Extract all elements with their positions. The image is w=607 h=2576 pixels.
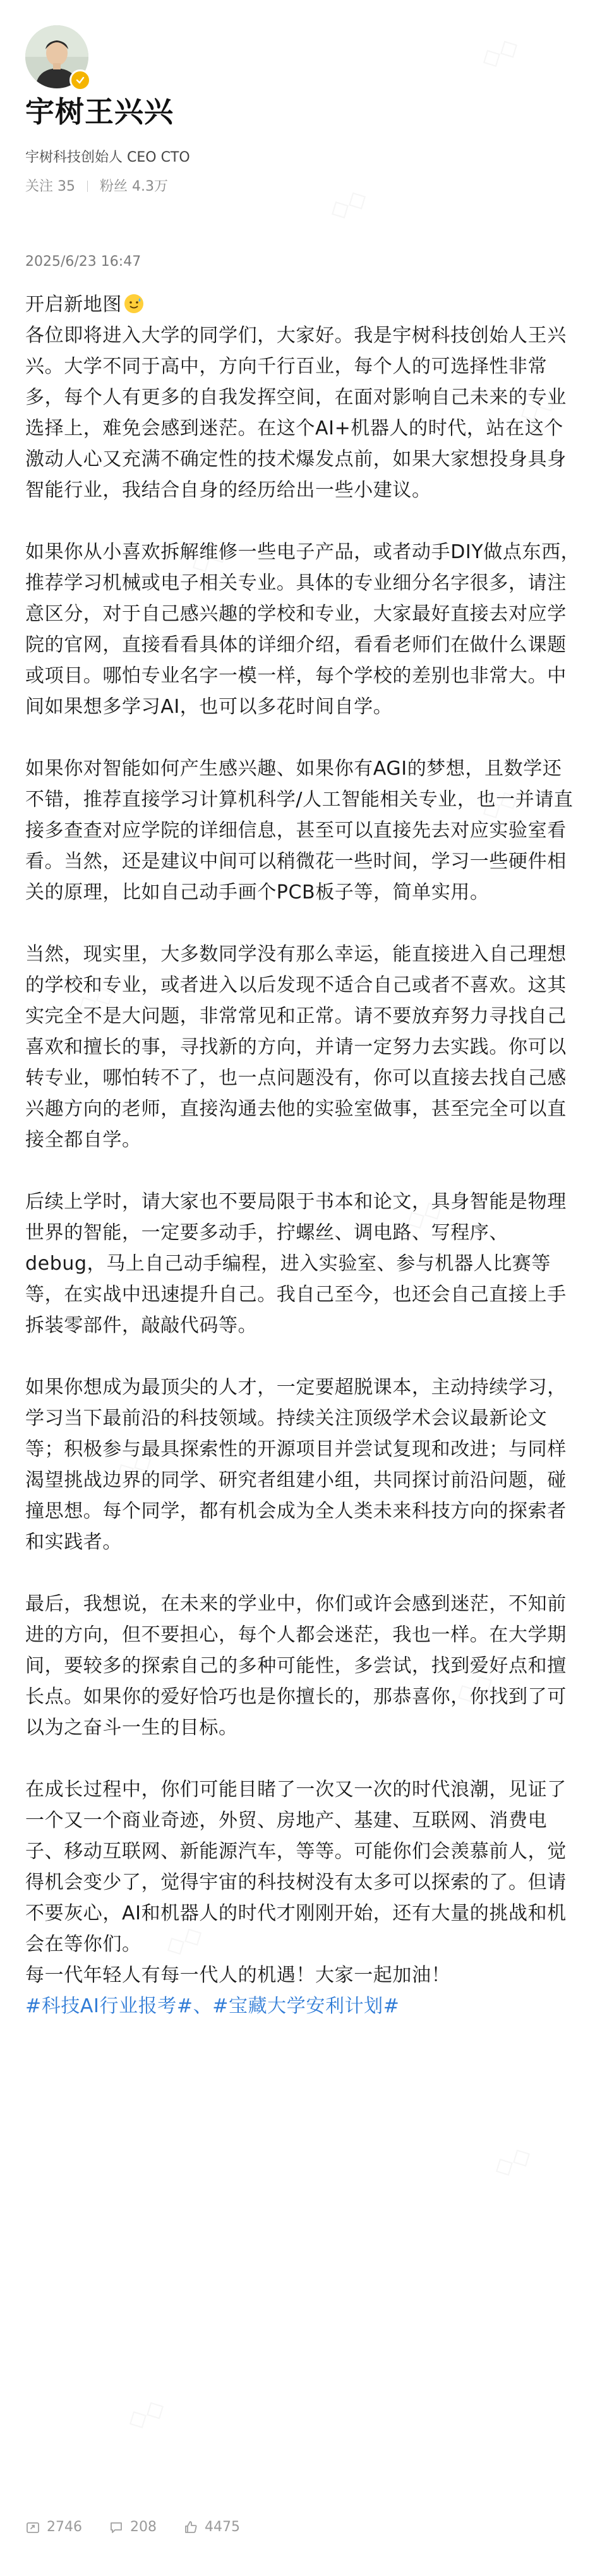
thumbs-up-icon bbox=[183, 2520, 198, 2535]
comment-icon bbox=[109, 2520, 124, 2535]
paragraph: 如果你想成为最顶尖的人才，一定要超脱课本，主动持续学习，学习当下最前沿的科技领域。持续关注顶级学术会议最新论文等；积极参与最具探索性的开源项目并尝试复现和改进；与同样渴望挑战边界的同学、研究者组建小组，共同探讨前沿问题，碰撞思想。每个同学，都有机会成为全人类未来科技方向的探索者和实践者。 bbox=[25, 1376, 567, 1553]
fans-count[interactable]: 4.3万 bbox=[132, 179, 169, 194]
post-actions bbox=[25, 2519, 240, 2535]
profile-stats bbox=[25, 176, 168, 195]
verified-badge-icon bbox=[69, 69, 91, 91]
post-title-line bbox=[25, 289, 581, 320]
share-count: 2746 bbox=[47, 2519, 82, 2535]
hashtag-links[interactable]: #科技AI行业报考#、#宝藏大学安利计划# bbox=[25, 1995, 400, 2017]
stats-divider bbox=[87, 181, 88, 192]
watermark-mark bbox=[488, 2139, 536, 2183]
watermark-mark bbox=[324, 182, 372, 226]
paragraph: 如果你对智能如何产生感兴趣、如果你有AGI的梦想，且数学还不错，推荐直接学习计算机科学/人工智能相关专业，也一并请直接多查查对应学院的详细信息，甚至可以直接先去对应实验室看看。当然，还是建议中间可以稍微花一些时间，学习一些硬件相关的原理，比如自己动手画个PCB板子等，简单实用。 bbox=[25, 758, 574, 903]
paragraph: 各位即将进入大学的同学们，大家好。我是宇树科技创始人王兴兴。大学不同于高中，方向千行百业，每个人的可选择性非常多，每个人有更多的自我发挥空间，在面对影响自己未来的专业选择上，难免会感到迷茫。在这个AI+机器人的时代，站在这个激动人心又充满不确定性的技术爆发点前，如果大家想投身具身智能行业，我结合自身的经历给出一些小建议。 bbox=[25, 325, 567, 501]
profile-bio: 宇树科技创始人 CEO CTO bbox=[25, 150, 190, 165]
paragraph: 最后，我想说，在未来的学业中，你们或许会感到迷茫，不知前进的方向，但不要担心，每个人都会迷茫，我也一样。在大学期间，要较多的探索自己的多种可能性，多尝试，找到爱好点和擅长点。如果你的爱好恰巧也是你擅长的，那恭喜你，你找到了可以为之奋斗一生的目标。 bbox=[25, 1593, 567, 1739]
paragraph: 在成长过程中，你们可能目睹了一次又一次的时代浪潮，见证了一个又一个商业奇迹，外贸、房地产、基建、互联网、消费电子、移动互联网、新能源汽车，等等。可能你们会羡慕前人，觉得机会变少了，觉得宇宙的科技树没有太多可以探索的了。但请不要灰心，AI和机器人的时代才刚刚开始，还有大量的挑战和机会在等你们。 bbox=[25, 1779, 567, 1955]
comment-button[interactable] bbox=[109, 2519, 157, 2535]
profile-name[interactable]: 宇树王兴兴 bbox=[25, 95, 174, 129]
follow-label[interactable]: 关注 bbox=[25, 179, 54, 194]
sweat-smile-emoji-icon bbox=[124, 294, 143, 313]
paragraph: 当然，现实里，大多数同学没有那么幸运，能直接进入自己理想的学校和专业，或者进入以后发现不适合自己或者不喜欢。这其实完全不是大问题，非常常见和正常。请不要放弃努力寻找自己喜欢和擅长的事，寻找新的方向，并请一定努力去实践。你可以转专业，哪怕转不了，也一点问题没有，你可以直接去找自己感兴趣方向的老师，直接沟通去他的实验室做事，甚至完全可以直接全都自学。 bbox=[25, 943, 567, 1151]
comment-count: 208 bbox=[130, 2519, 157, 2535]
closing-line: 每一代年轻人有每一代人的机遇！大家一起加油！ bbox=[25, 1964, 451, 1986]
share-button[interactable] bbox=[25, 2519, 82, 2535]
like-button[interactable] bbox=[183, 2519, 240, 2535]
watermark-mark bbox=[122, 2392, 170, 2436]
follow-count[interactable]: 35 bbox=[57, 179, 76, 194]
post-body bbox=[25, 289, 581, 2022]
paragraph: 后续上学时，请大家也不要局限于书本和论文，具身智能是物理世界的智能，一定要多动手，拧螺丝、调电路、写程序、debug，马上自己动手编程，进入实验室、参与机器人比赛等等，在实战中迅速提升自己。我自己至今，也还会自己直接上手拆装零部件，敲敲代码等。 bbox=[25, 1191, 567, 1337]
post-title: 开启新地图 bbox=[25, 294, 122, 316]
share-icon bbox=[25, 2520, 40, 2535]
watermark-mark bbox=[476, 30, 524, 75]
paragraph: 如果你从小喜欢拆解维修一些电子产品，或者动手DIY做点东西，推荐学习机械或电子相关专业。具体的专业细分名字很多，请注意区分，对于自己感兴趣的学校和专业，大家最好直接去对应学院的官网，直接看看具体的详细介绍，看看老师们在做什么课题或项目。哪怕专业名字一模一样，每个学校的差别也非常大。中间如果想多学习AI，也可以多花时间自学。 bbox=[25, 541, 580, 718]
fans-label[interactable]: 粉丝 bbox=[100, 179, 128, 194]
like-count: 4475 bbox=[205, 2519, 240, 2535]
post-date: 2025/6/23 16:47 bbox=[25, 254, 141, 270]
